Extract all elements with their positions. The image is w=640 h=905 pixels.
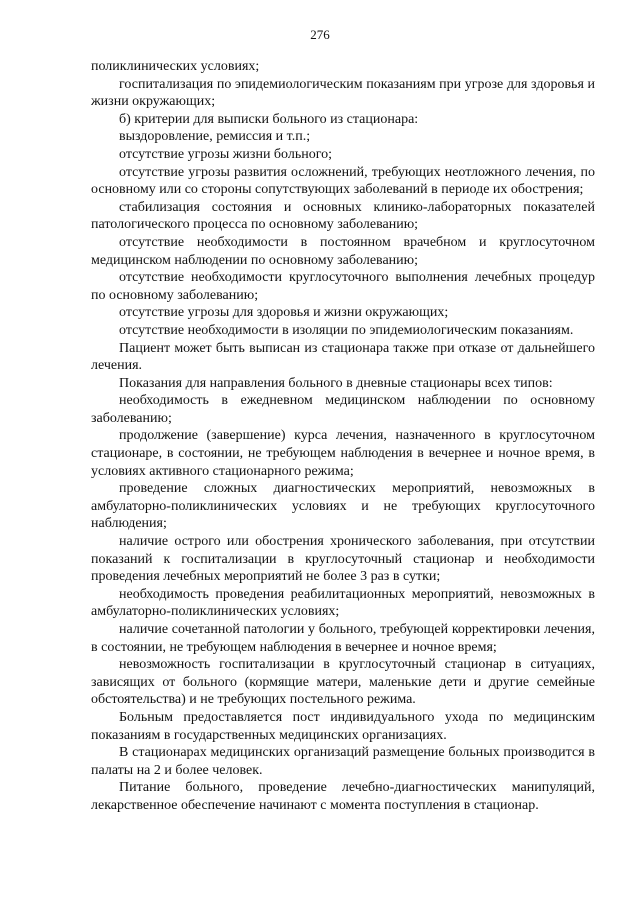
paragraph: необходимость в ежедневном медицинском наблюдении по основному заболеванию; (91, 393, 595, 426)
paragraph: Пациент может быть выписан из стационара также при отказе от дальнейшего лечения. (91, 340, 595, 374)
paragraph: Показания для направления больного в дневные стационары всех типов: (119, 375, 553, 391)
paragraph: отсутствие необходимости в изоляции по эпидемиологическим показаниям. (119, 322, 574, 338)
paragraph: стабилизация состояния и основных клинико-лабораторных показателей патологического процесса по основному заболеванию; (91, 199, 595, 233)
paragraph: отсутствие угрозы развития осложнений, требующих неотложного лечения, по основному или со стороны сопутствующих заболеваний в периоде их обострения; (91, 164, 595, 198)
paragraph: отсутствие необходимости круглосуточного выполнения лечебных процедур по основному заболеванию; (91, 270, 595, 303)
page-number: 276 (310, 27, 330, 42)
paragraph: отсутствие угрозы жизни больного; (119, 146, 333, 162)
paragraph: поликлинических условиях; (91, 59, 260, 74)
paragraph: б) критерии для выписки больного из стационара: (119, 111, 419, 127)
paragraph: В стационарах медицинских организаций размещение больных производится в палаты на 2 и более человек. (91, 745, 595, 778)
paragraph: отсутствие угрозы для здоровья и жизни окружающих; (119, 305, 449, 321)
paragraph: невозможность госпитализации в круглосуточный стационар в ситуациях, зависящих от больного (кормящие матери, маленькие дети и другие семейные обстоятельства) и не требующих постельного режима. (91, 657, 595, 708)
paragraph: наличие сочетанной патологии у больного, требующей корректировки лечения, в состоянии, не требующем наблюдения в вечернее и ночное время; (91, 622, 595, 655)
paragraph: необходимость проведения реабилитационных мероприятий, невозможных в амбулаторно-поликлинических условиях; (91, 586, 595, 620)
paragraph: выздоровление, ремиссия и т.п.; (119, 129, 311, 145)
paragraph: госпитализация по эпидемиологическим показаниям при угрозе для здоровья и жизни окружающих; (91, 76, 595, 110)
paragraph: Питание больного, проведение лечебно-диагностических манипуляций, лекарственное обеспечение начинают с момента поступления в стационар. (91, 780, 595, 813)
paragraph: продолжение (завершение) курса лечения, назначенного в круглосуточном стационаре, в состоянии, не требующем наблюдения в вечернее и ночное время, в условиях активного стационарного режима; (91, 428, 595, 479)
paragraph: отсутствие необходимости в постоянном врачебном и круглосуточном медицинском наблюдении по основному заболеванию; (91, 234, 595, 268)
paragraph: проведение сложных диагностических мероприятий, невозможных в амбулаторно-поликлинических условиях и не требующих круглосуточного наблюдения; (91, 481, 595, 532)
paragraph: наличие острого или обострения хронического заболевания, при отсутствии показаний к госпитализации в круглосуточный стационар и необходимости проведения лечебных мероприятий не более 3 раз в сутки; (91, 534, 595, 585)
document-body (91, 58, 595, 815)
paragraph: Больным предоставляется пост индивидуального ухода по медицинским показаниям в государственных медицинских организациях. (91, 709, 595, 743)
